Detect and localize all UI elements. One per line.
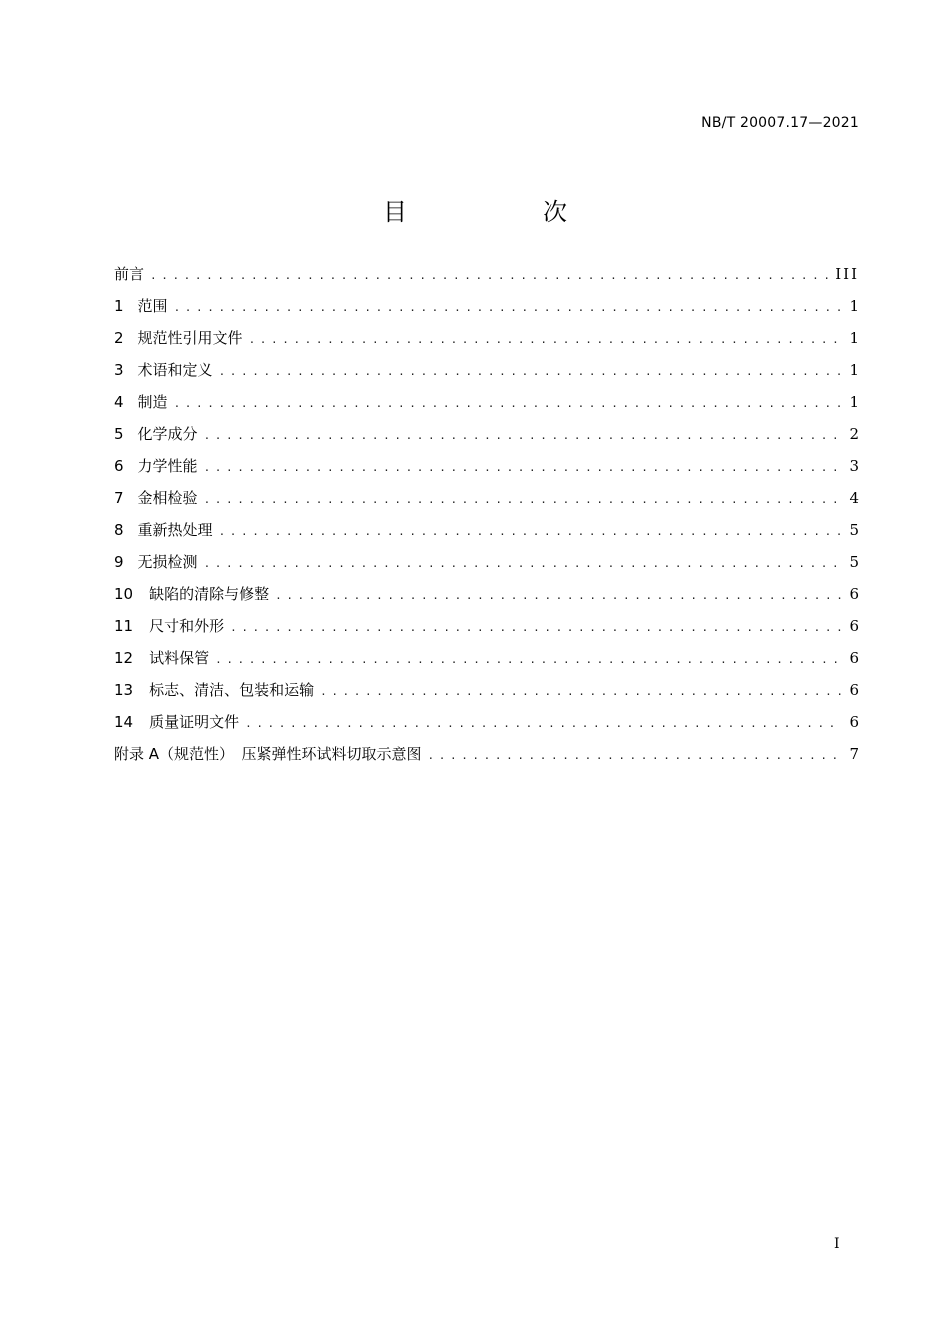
toc-leader-dots [204, 552, 841, 576]
toc-entry-manufacture[interactable] [114, 390, 859, 422]
toc-entry-label: 标志、清洁、包装和运输 [149, 681, 315, 699]
toc-entry-page: 2 [849, 425, 859, 443]
toc-entry-number: 8 [114, 521, 124, 539]
toc-entry-page: 6 [849, 649, 859, 667]
toc-entry-number: 2 [114, 329, 124, 347]
toc-entry-number: 12 [114, 649, 134, 667]
toc-entry-page: 5 [849, 553, 859, 571]
toc-leader-dots [219, 520, 841, 544]
toc-entry-page: 1 [849, 329, 859, 347]
toc-entry-terms-definitions[interactable] [114, 358, 859, 390]
toc-entry-number: 5 [114, 425, 124, 443]
toc-entry-label: 质量证明文件 [149, 713, 240, 731]
toc-entry-label: 术语和定义 [137, 361, 213, 379]
toc-entry-page: 4 [849, 489, 859, 507]
toc-leader-dots [230, 616, 841, 640]
toc-leader-dots [245, 712, 841, 736]
toc-entry-number: 10 [114, 585, 134, 603]
toc-entry-page: 1 [849, 361, 859, 379]
toc-entry-reheat-treatment[interactable] [114, 518, 859, 550]
toc-entry-mechanical-properties[interactable] [114, 454, 859, 486]
toc-leader-dots [204, 488, 841, 512]
document-number: NB/T 20007.17—2021 [701, 115, 859, 131]
toc-entry-defect-removal[interactable] [114, 582, 859, 614]
toc-leader-dots [275, 584, 841, 608]
toc-entry-scope[interactable] [114, 294, 859, 326]
toc-entry-page: 6 [849, 617, 859, 635]
toc-entry-label: 金相检验 [137, 489, 198, 507]
toc-entry-metallographic-examination[interactable] [114, 486, 859, 518]
toc-entry-number: 1 [114, 297, 124, 315]
toc-leader-dots [428, 744, 841, 768]
toc-entry-label: 尺寸和外形 [149, 617, 225, 635]
toc-entry-number: 11 [114, 617, 134, 635]
toc-entry-label: 规范性引用文件 [137, 329, 243, 347]
toc-entry-label: 附录 A（规范性） 压紧弹性环试料切取示意图 [114, 745, 422, 763]
toc-entry-label: 制造 [137, 393, 168, 411]
toc-entry-label: 化学成分 [137, 425, 198, 443]
toc-leader-dots [204, 424, 841, 448]
toc-entry-sample-storage[interactable] [114, 646, 859, 678]
toc-entry-label: 试料保管 [149, 649, 210, 667]
toc-leader-dots [249, 328, 841, 352]
toc-entry-page: 1 [849, 393, 859, 411]
toc-entry-number: 13 [114, 681, 134, 699]
toc-entry-label: 前言 [114, 265, 145, 283]
table-of-contents [114, 262, 859, 774]
toc-entry-normative-references[interactable] [114, 326, 859, 358]
toc-entry-label: 缺陷的清除与修整 [149, 585, 270, 603]
toc-leader-dots [215, 648, 841, 672]
toc-entry-label: 重新热处理 [137, 521, 213, 539]
toc-entry-page: 6 [849, 585, 859, 603]
toc-entry-number: 7 [114, 489, 124, 507]
toc-entry-number: 9 [114, 553, 124, 571]
toc-entry-page: III [835, 265, 859, 283]
toc-entry-annex-a[interactable] [114, 742, 859, 774]
toc-entry-number: 6 [114, 457, 124, 475]
toc-entry-page: 7 [849, 745, 859, 763]
toc-entry-chemical-composition[interactable] [114, 422, 859, 454]
toc-leader-dots [174, 296, 841, 320]
toc-leader-dots [219, 360, 841, 384]
toc-leader-dots [150, 264, 829, 288]
toc-leader-dots [174, 392, 841, 416]
toc-entry-nondestructive-testing[interactable] [114, 550, 859, 582]
toc-entry-number: 3 [114, 361, 124, 379]
page-number: I [834, 1236, 840, 1252]
toc-entry-page: 3 [849, 457, 859, 475]
toc-entry-page: 1 [849, 297, 859, 315]
toc-leader-dots [320, 680, 841, 704]
toc-entry-marking-packaging[interactable] [114, 678, 859, 710]
toc-entry-label: 无损检测 [137, 553, 198, 571]
toc-entry-label: 力学性能 [137, 457, 198, 475]
toc-entry-quality-certificate[interactable] [114, 710, 859, 742]
toc-leader-dots [204, 456, 841, 480]
toc-entry-dimensions-shape[interactable] [114, 614, 859, 646]
toc-entry-page: 6 [849, 681, 859, 699]
toc-entry-page: 6 [849, 713, 859, 731]
toc-entry-page: 5 [849, 521, 859, 539]
toc-entry-number: 14 [114, 713, 134, 731]
toc-entry-foreword[interactable] [114, 262, 859, 294]
toc-entry-number: 4 [114, 393, 124, 411]
toc-title: 目 次 [383, 198, 623, 226]
toc-entry-label: 范围 [137, 297, 168, 315]
